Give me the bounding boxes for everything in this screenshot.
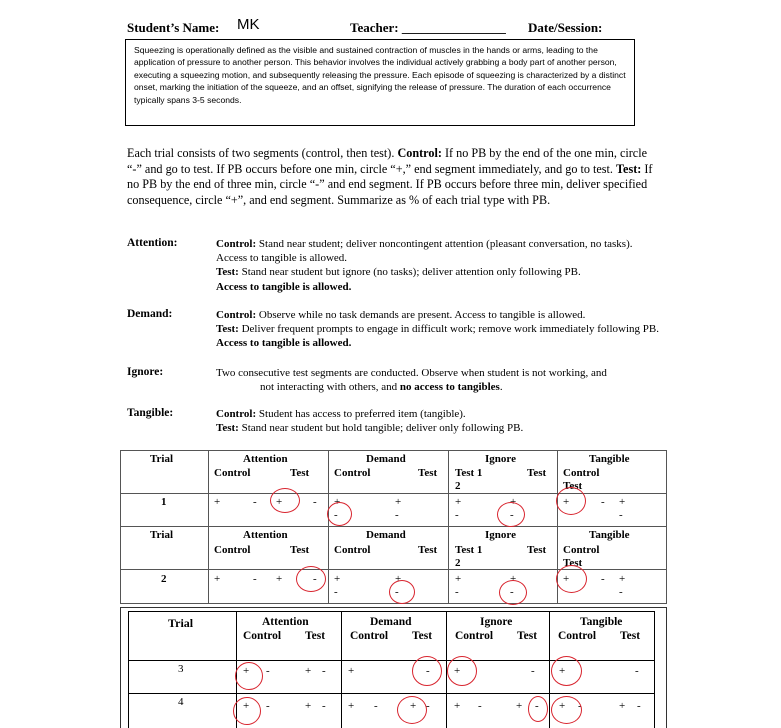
selection-circle <box>412 656 442 686</box>
mark-plus[interactable]: + <box>510 496 517 508</box>
header-demand-test: Test <box>418 544 438 556</box>
ignore-description: Two consecutive test segments are conducted. Observe when student is not working, and not interacting with others, and no access to tangibles. <box>216 367 607 394</box>
header-trial: Trial <box>168 616 194 630</box>
tangible-label: Tangible: <box>127 407 174 419</box>
header-attention-control: Control <box>214 544 251 556</box>
mark-plus[interactable]: + <box>410 700 417 712</box>
selection-circle <box>270 488 300 513</box>
mark-minus[interactable]: - <box>510 509 514 521</box>
mark-minus[interactable]: - <box>322 700 326 712</box>
mark-minus[interactable]: - <box>374 700 378 712</box>
header-tangible-control: Control <box>558 630 597 642</box>
mark-minus[interactable]: - <box>455 586 459 598</box>
mark-plus[interactable]: + <box>619 496 626 508</box>
header-attention-test: Test <box>290 544 310 556</box>
mark-minus[interactable]: - <box>426 665 430 677</box>
mark-minus[interactable]: - <box>637 700 641 712</box>
header-ignore-test: Test <box>517 630 538 642</box>
mark-minus[interactable]: - <box>253 573 257 585</box>
header-ignore-control: Control <box>455 630 494 642</box>
header-demand-test: Test <box>412 630 433 642</box>
mark-minus[interactable]: - <box>334 509 338 521</box>
selection-circle <box>389 580 415 604</box>
mark-plus[interactable]: + <box>243 665 250 677</box>
selection-circle <box>233 697 261 725</box>
header-demand-test: Test <box>418 467 438 479</box>
header-demand-control: Control <box>334 467 371 479</box>
mark-plus[interactable]: + <box>455 496 462 508</box>
mark-minus[interactable]: - <box>601 573 605 585</box>
header-attention-control: Control <box>243 630 282 642</box>
mark-plus[interactable]: + <box>395 573 402 585</box>
mark-plus[interactable]: + <box>334 573 341 585</box>
header-trial: Trial <box>150 529 174 541</box>
header-ignore-test2-num: 2 <box>455 480 461 492</box>
header-ignore: Ignore <box>485 529 516 541</box>
header-ignore-test2-num: 2 <box>455 557 461 569</box>
mark-minus[interactable]: - <box>510 586 514 598</box>
selection-circle <box>447 656 477 686</box>
header-ignore: Ignore <box>480 616 513 628</box>
header-trial: Trial <box>150 453 174 465</box>
mark-minus[interactable]: - <box>619 586 623 598</box>
student-name-label: Student’s Name: <box>127 20 220 35</box>
header-demand-control: Control <box>350 630 389 642</box>
header-ignore-test1: Test 1 <box>455 467 483 479</box>
mark-plus[interactable]: + <box>214 573 221 585</box>
mark-minus[interactable]: - <box>334 586 338 598</box>
selection-circle <box>551 656 582 686</box>
student-name-value: MK <box>237 16 260 33</box>
header-attention-test: Test <box>305 630 326 642</box>
mark-minus[interactable]: - <box>395 509 399 521</box>
header-tangible-test: Test <box>563 557 583 569</box>
selection-circle <box>499 580 527 605</box>
header-tangible: Tangible <box>580 616 623 628</box>
header-attention: Attention <box>262 616 309 628</box>
header-demand: Demand <box>366 453 406 465</box>
mark-minus[interactable]: - <box>455 509 459 521</box>
attention-description: Control: Stand near student; deliver noncontingent attention (pleasant conversation, no tasks). Access to tangible is allowed. Test: Stand near student but ignore (no tasks); deliver attention only following PB. Access to tangible is allowed. <box>216 238 633 293</box>
mark-plus[interactable]: + <box>619 573 626 585</box>
mark-plus[interactable]: + <box>563 496 570 508</box>
demand-description: Control: Observe while no task demands are present. Access to tangible is allowed. Test: Deliver frequent prompts to engage in difficult work; remove work immediately following PB. Access to tangible is allowed. <box>216 309 659 350</box>
teacher-label: Teacher: ________________ <box>350 20 506 35</box>
mark-plus[interactable]: + <box>348 665 355 677</box>
mark-plus[interactable]: + <box>214 496 221 508</box>
mark-plus[interactable]: + <box>563 573 570 585</box>
mark-minus[interactable]: - <box>478 700 482 712</box>
selection-circle <box>327 502 352 526</box>
behavior-definition: Squeezing is operationally defined as the visible and sustained contraction of muscles in the hands or arms, leading to the application of pressure to another person. This behavior involves the individual actively grabbing a body part of another person, executing a squeezing motion, and subsequently releasing the pressure. Each episode of squeezing is characterized by a distinct onset, marking the initiation of the squeeze, and an offset, signifying the release of pressure. The duration of each occurrence typically spans 3-5 seconds. <box>125 39 635 126</box>
mark-plus[interactable]: + <box>305 665 312 677</box>
selection-circle <box>551 696 582 724</box>
mark-plus[interactable]: + <box>516 700 523 712</box>
mark-minus[interactable]: - <box>535 700 539 712</box>
selection-circle <box>235 662 263 690</box>
mark-plus[interactable]: + <box>243 700 250 712</box>
trial-number: 3 <box>178 663 184 675</box>
instructions: Each trial consists of two segments (control, then test). Control: If no PB by the end of the one min, circle “-” and go to test. If PB occurs before one min, circle “+,” end segment immediately, and go to test. Test: If no PB by the end of three min, circle “-” and end segment. If PB occurs before three min, deliver specified consequence, circle “+”, and end segment. Summarize as % of each trial type with PB. <box>127 146 653 207</box>
header-tangible: Tangible <box>589 453 630 465</box>
mark-plus[interactable]: + <box>559 665 566 677</box>
selection-circle <box>497 502 525 527</box>
mark-plus[interactable]: + <box>276 573 283 585</box>
header-tangible-control: Control <box>563 544 600 556</box>
mark-minus[interactable]: - <box>619 509 623 521</box>
header-attention-control: Control <box>214 467 251 479</box>
selection-circle <box>556 487 586 515</box>
mark-minus[interactable]: - <box>578 700 582 712</box>
mark-plus[interactable]: + <box>334 496 341 508</box>
mark-minus[interactable]: - <box>322 665 326 677</box>
selection-circle <box>296 566 326 592</box>
header-tangible-test: Test <box>563 480 583 492</box>
selection-circle <box>397 696 427 724</box>
header-tangible-control: Control <box>563 467 600 479</box>
mark-minus[interactable]: - <box>313 573 317 585</box>
mark-plus[interactable]: + <box>510 573 517 585</box>
trial-number: 2 <box>161 573 167 585</box>
mark-minus[interactable]: - <box>531 665 535 677</box>
selection-circle <box>556 565 587 593</box>
ignore-label: Ignore: <box>127 366 164 378</box>
header-tangible-test: Test <box>620 630 641 642</box>
mark-plus[interactable]: + <box>348 700 355 712</box>
header-attention: Attention <box>243 453 288 465</box>
mark-minus[interactable]: - <box>266 665 270 677</box>
header-ignore-test: Test <box>527 467 547 479</box>
mark-plus[interactable]: + <box>619 700 626 712</box>
mark-plus[interactable]: + <box>455 573 462 585</box>
date-session-label: Date/Session: <box>528 20 603 35</box>
tangible-description: Control: Student has access to preferred item (tangible). Test: Stand near student but hold tangible; deliver only following PB. <box>216 408 524 435</box>
header-ignore-test: Test <box>527 544 547 556</box>
header-ignore: Ignore <box>485 453 516 465</box>
trial-number: 1 <box>161 496 167 508</box>
header-attention-test: Test <box>290 467 310 479</box>
mark-minus[interactable]: - <box>313 496 317 508</box>
mark-plus[interactable]: + <box>395 496 402 508</box>
header-demand: Demand <box>370 616 412 628</box>
trial-number: 4 <box>178 696 184 708</box>
header-tangible: Tangible <box>589 529 630 541</box>
header-attention: Attention <box>243 529 288 541</box>
mark-minus[interactable]: - <box>635 665 639 677</box>
header-ignore-test1: Test 1 <box>455 544 483 556</box>
mark-minus[interactable]: - <box>266 700 270 712</box>
header-demand-control: Control <box>334 544 371 556</box>
mark-plus[interactable]: + <box>305 700 312 712</box>
mark-plus[interactable]: + <box>454 665 461 677</box>
mark-minus[interactable]: - <box>601 496 605 508</box>
mark-plus[interactable]: + <box>559 700 566 712</box>
mark-plus[interactable]: + <box>454 700 461 712</box>
mark-minus[interactable]: - <box>395 586 399 598</box>
demand-label: Demand: <box>127 308 173 320</box>
attention-label: Attention: <box>127 237 178 249</box>
mark-plus[interactable]: + <box>276 496 283 508</box>
mark-minus[interactable]: - <box>253 496 257 508</box>
mark-minus[interactable]: - <box>426 700 430 712</box>
header-demand: Demand <box>366 529 406 541</box>
selection-circle <box>528 696 548 722</box>
